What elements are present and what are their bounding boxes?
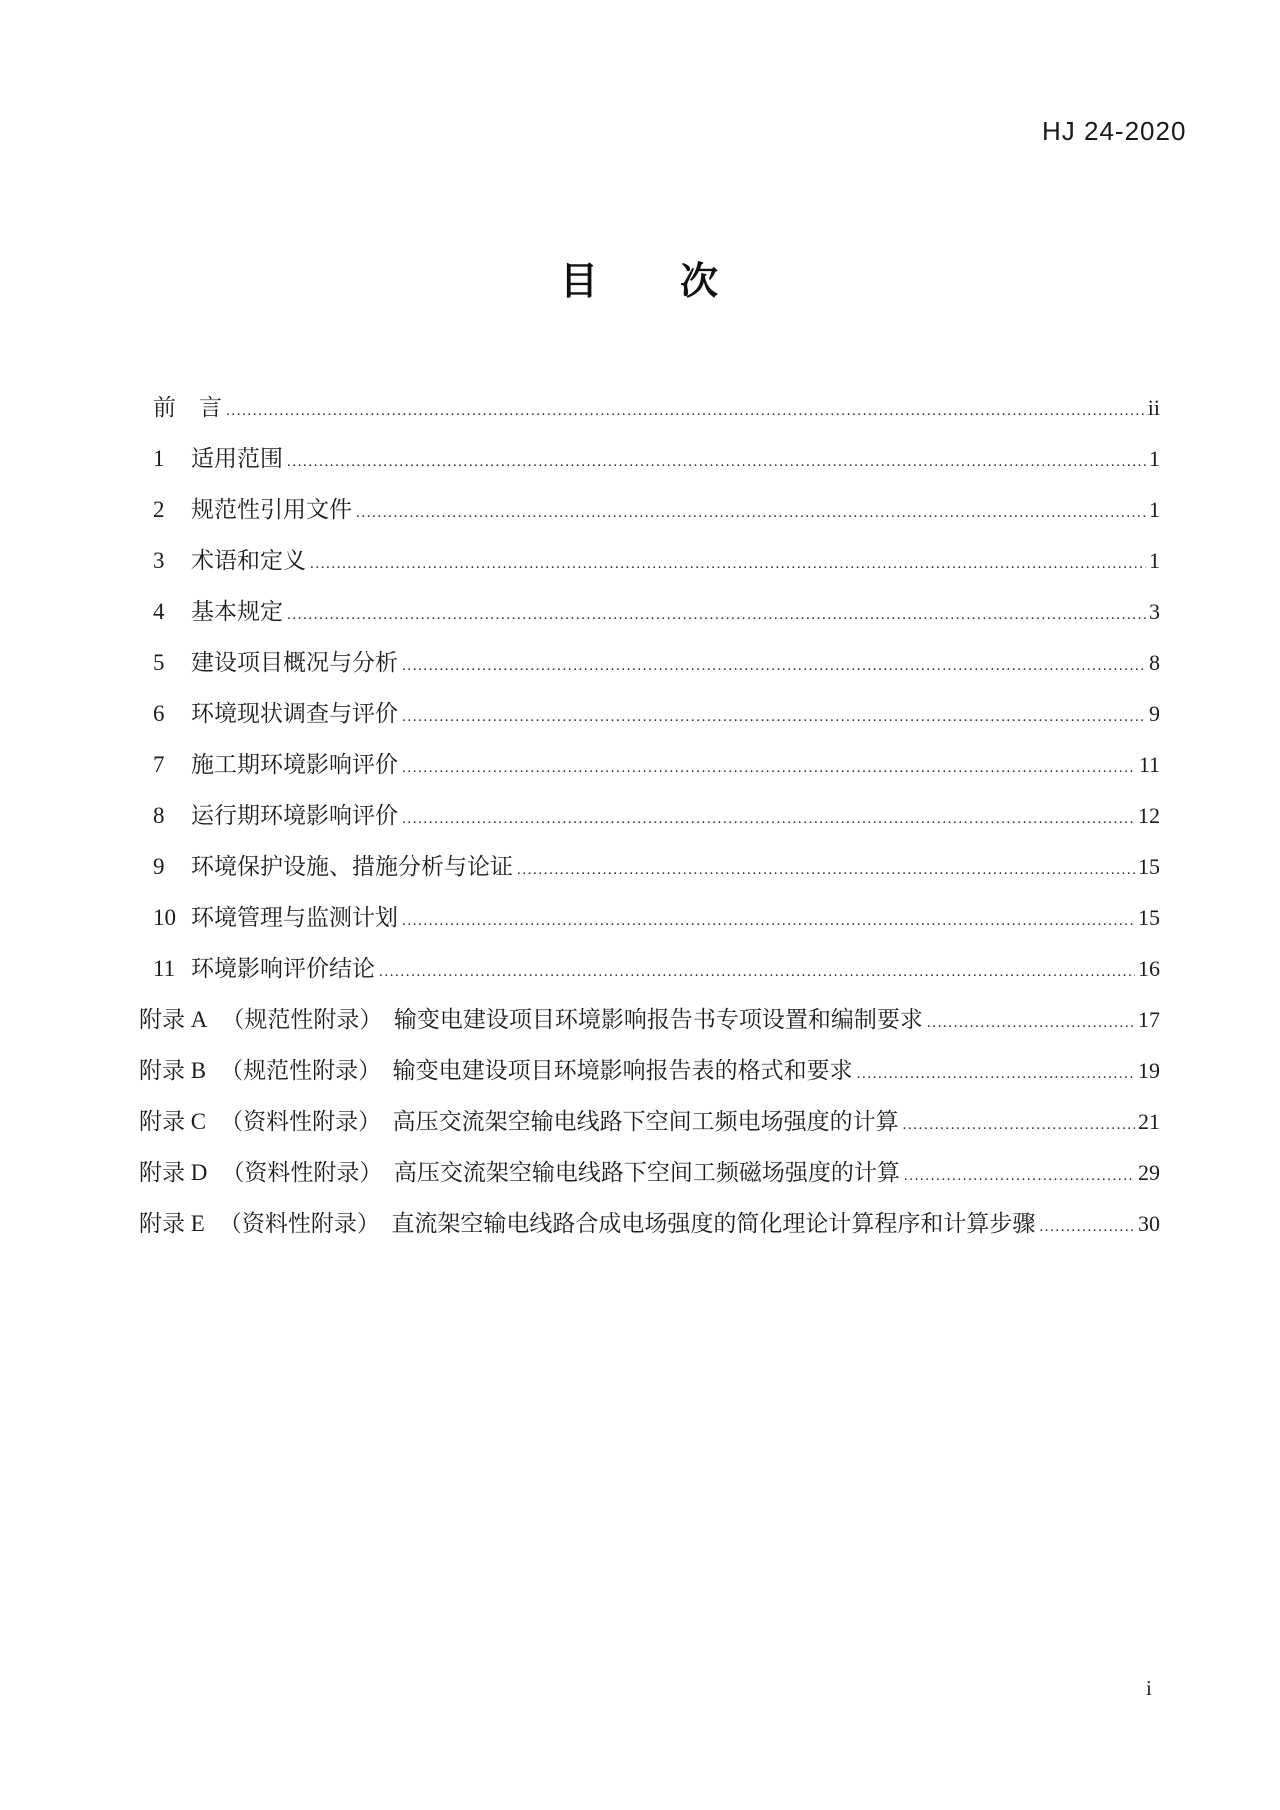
toc-entry-title: 环境影响评价结论	[191, 956, 375, 981]
toc-entry-page: 3	[1149, 599, 1160, 624]
toc-leader-dots	[402, 811, 1135, 828]
toc-entry-title: 基本规定	[191, 599, 283, 624]
toc-entry-number: 附录 A	[139, 1007, 208, 1032]
toc-leader-dots	[402, 760, 1136, 777]
toc-leader-dots	[310, 556, 1146, 573]
toc-entry-number: 9	[153, 854, 165, 879]
toc-entry-page: 15	[1138, 905, 1160, 930]
toc-entry-page: 16	[1138, 956, 1160, 981]
toc-entry-page: 17	[1138, 1007, 1160, 1032]
toc-entry	[139, 389, 1160, 420]
toc-entry-number: 1	[153, 446, 165, 471]
toc-entry	[139, 542, 1160, 573]
toc-entry-number: 6	[153, 701, 165, 726]
toc-entry	[139, 1052, 1160, 1083]
toc-entry	[139, 746, 1160, 777]
toc-entry-page: 30	[1138, 1211, 1160, 1236]
toc-entry-number: 3	[153, 548, 165, 573]
toc-entry-title: 环境保护设施、措施分析与论证	[191, 854, 513, 879]
toc-entry	[139, 848, 1160, 879]
toc-entry-page: ii	[1147, 395, 1160, 420]
toc-entry-title: 前 言	[153, 395, 222, 420]
toc-leader-dots	[402, 913, 1135, 930]
toc-list	[139, 389, 1160, 1256]
toc-entry-title: 术语和定义	[191, 548, 306, 573]
toc-leader-dots	[857, 1066, 1135, 1083]
toc-entry	[139, 644, 1160, 675]
toc-entry-number: 2	[153, 497, 165, 522]
toc-entry-page: 12	[1138, 803, 1160, 828]
toc-entry	[139, 797, 1160, 828]
toc-leader-dots	[287, 607, 1146, 624]
toc-entry-number: 10	[153, 905, 176, 930]
toc-entry-title: （规范性附录） 输变电建设项目环境影响报告书专项设置和编制要求	[221, 1007, 923, 1032]
toc-entry-title: （规范性附录） 输变电建设项目环境影响报告表的格式和要求	[220, 1058, 853, 1083]
toc-entry	[139, 593, 1160, 624]
toc-entry-number: 附录 C	[139, 1109, 207, 1134]
toc-leader-dots	[356, 505, 1146, 522]
toc-leader-dots	[517, 862, 1135, 879]
toc-entry-title: （资料性附录） 直流架空输电线路合成电场强度的简化理论计算程序和计算步骤	[218, 1211, 1036, 1236]
toc-entry	[139, 899, 1160, 930]
toc-leader-dots	[402, 658, 1146, 675]
toc-entry-page: 8	[1149, 650, 1160, 675]
toc-entry-number: 8	[153, 803, 165, 828]
toc-entry-page: 15	[1138, 854, 1160, 879]
toc-entry-number: 附录 D	[139, 1160, 208, 1185]
header-doc-number: HJ 24-2020	[1042, 116, 1187, 146]
toc-entry-number: 4	[153, 599, 165, 624]
toc-entry	[139, 950, 1160, 981]
page-title: 目 次	[559, 261, 720, 303]
toc-entry-page: 1	[1149, 548, 1160, 573]
toc-entry-title: 运行期环境影响评价	[191, 803, 398, 828]
toc-entry-number: 11	[153, 956, 176, 981]
toc-entry-page: 1	[1149, 497, 1160, 522]
toc-entry	[139, 1103, 1160, 1134]
toc-entry-title: 环境管理与监测计划	[191, 905, 398, 930]
toc-entry	[139, 1154, 1160, 1185]
toc-leader-dots	[1039, 1219, 1135, 1236]
toc-entry-page: 19	[1138, 1058, 1160, 1083]
toc-leader-dots	[226, 403, 1145, 420]
toc-leader-dots	[903, 1117, 1135, 1134]
toc-entry-page: 29	[1138, 1160, 1160, 1185]
toc-leader-dots	[379, 964, 1135, 981]
toc-entry-number: 附录 E	[139, 1211, 205, 1236]
footer-page-number: i	[1146, 1676, 1152, 1700]
toc-entry-title: 适用范围	[191, 446, 283, 471]
toc-entry	[139, 695, 1160, 726]
toc-entry	[139, 440, 1160, 471]
toc-entry-page: 1	[1149, 446, 1160, 471]
toc-leader-dots	[402, 709, 1146, 726]
toc-entry-number: 附录 B	[139, 1058, 207, 1083]
toc-entry	[139, 1205, 1160, 1236]
toc-entry-page: 9	[1149, 701, 1160, 726]
toc-entry-title: 施工期环境影响评价	[191, 752, 398, 777]
toc-entry-title: 规范性引用文件	[191, 497, 352, 522]
toc-entry-title: （资料性附录） 高压交流架空输电线路下空间工频磁场强度的计算	[221, 1160, 900, 1185]
toc-entry-title: 环境现状调查与评价	[191, 701, 398, 726]
toc-leader-dots	[287, 454, 1146, 471]
toc-entry-title: 建设项目概况与分析	[191, 650, 398, 675]
toc-entry-number: 5	[153, 650, 165, 675]
toc-entry-title: （资料性附录） 高压交流架空输电线路下空间工频电场强度的计算	[220, 1109, 899, 1134]
toc-entry-page: 21	[1138, 1109, 1160, 1134]
toc-entry-number: 7	[153, 752, 165, 777]
toc-leader-dots	[927, 1015, 1135, 1032]
toc-leader-dots	[904, 1168, 1135, 1185]
toc-entry	[139, 491, 1160, 522]
toc-entry	[139, 1001, 1160, 1032]
toc-entry-page: 11	[1138, 752, 1160, 777]
